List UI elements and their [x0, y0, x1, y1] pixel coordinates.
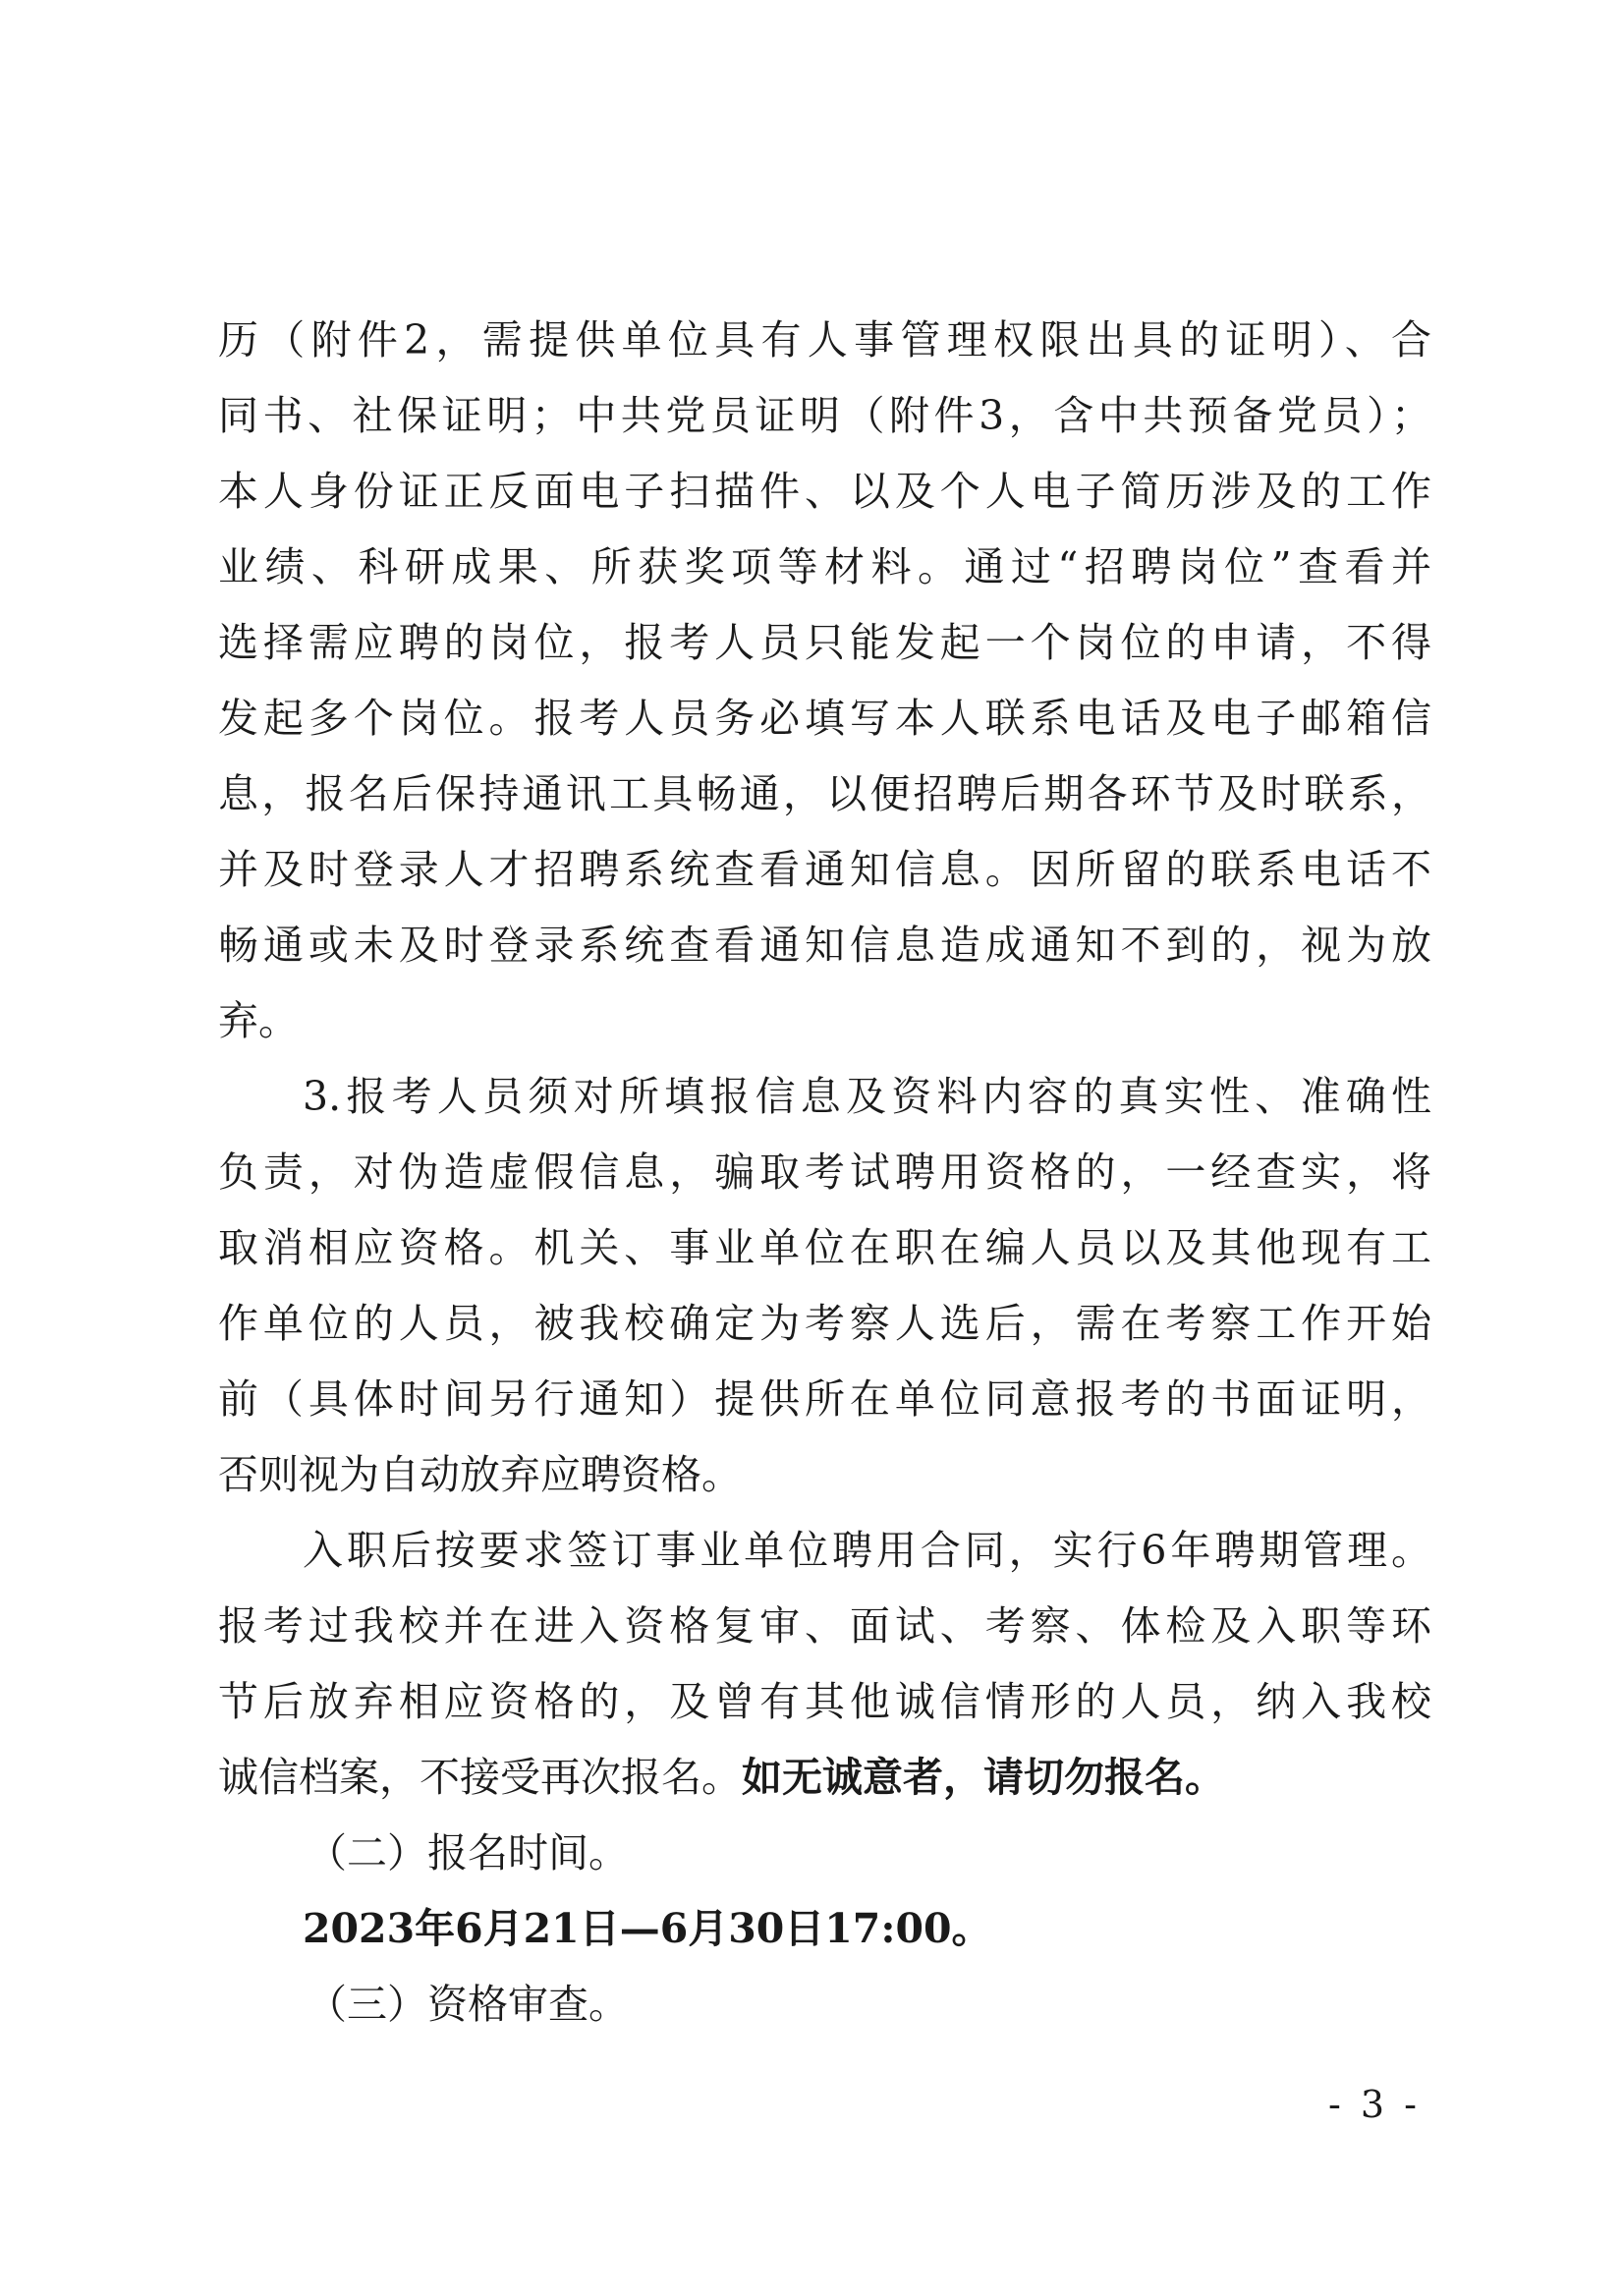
text-line: 报考过我校并在进入资格复审、面试、考察、体检及入职等环	[218, 1602, 1431, 1650]
paragraph-2	[218, 1059, 1431, 1513]
text-bold-warning: 如无诚意者，请切勿报名。	[742, 1754, 1225, 1801]
text-line: 业绩、科研成果、所获奖项等材料。通过“招聘岗位”查看并	[218, 543, 1431, 590]
text-line	[218, 1740, 1431, 1816]
body-text	[218, 303, 1431, 2043]
section-heading-registration-time: （二）报名时间。	[307, 1829, 629, 1876]
text-normal: 诚信档案，不接受再次报名。	[218, 1754, 742, 1801]
text-line: 取消相应资格。机关、事业单位在职在编人员以及其他现有工	[218, 1224, 1431, 1271]
text-line: 前（具体时间另行通知）提供所在单位同意报考的书面证明，	[218, 1375, 1431, 1423]
registration-date: 2023年6月21日—6月30日17:00。	[303, 1905, 992, 1952]
text-line: 否则视为自动放弃应聘资格。	[218, 1451, 742, 1498]
text-line: 历（附件2，需提供单位具有人事管理权限出具的证明）、合	[218, 316, 1431, 364]
text-line: 本人身份证正反面电子扫描件、以及个人电子简历涉及的工作	[218, 468, 1431, 515]
text-line: 畅通或未及时登录系统查看通知信息造成通知不到的，视为放	[218, 922, 1431, 969]
paragraph-1	[218, 303, 1431, 1059]
text-line: 息，报名后保持通讯工具畅通，以便招聘后期各环节及时联系，	[218, 770, 1431, 817]
text-line: 3.报考人员须对所填报信息及资料内容的真实性、准确性	[303, 1073, 1431, 1120]
text-line: 同书、社保证明；中共党员证明（附件3，含中共预备党员）；	[218, 392, 1431, 439]
text-line: 并及时登录人才招聘系统查看通知信息。因所留的联系电话不	[218, 846, 1431, 893]
text-line: 选择需应聘的岗位，报考人员只能发起一个岗位的申请，不得	[218, 619, 1431, 666]
paragraph-3	[218, 1513, 1431, 1816]
text-line: 作单位的人员，被我校确定为考察人选后，需在考察工作开始	[218, 1300, 1431, 1347]
text-line: 节后放弃相应资格的，及曾有其他诚信情形的人员，纳入我校	[218, 1678, 1431, 1725]
text-line: 弃。	[218, 997, 299, 1044]
text-line: 负责，对伪造虚假信息，骗取考试聘用资格的，一经查实，将	[218, 1148, 1431, 1196]
page-number: - 3 -	[1328, 2083, 1422, 2126]
text-line: 发起多个岗位。报考人员务必填写本人联系电话及电子邮箱信	[218, 695, 1431, 742]
section-heading-qualification-review: （三）资格审查。	[307, 1981, 629, 2028]
text-line: 入职后按要求签订事业单位聘用合同，实行6年聘期管理。	[303, 1527, 1431, 1574]
